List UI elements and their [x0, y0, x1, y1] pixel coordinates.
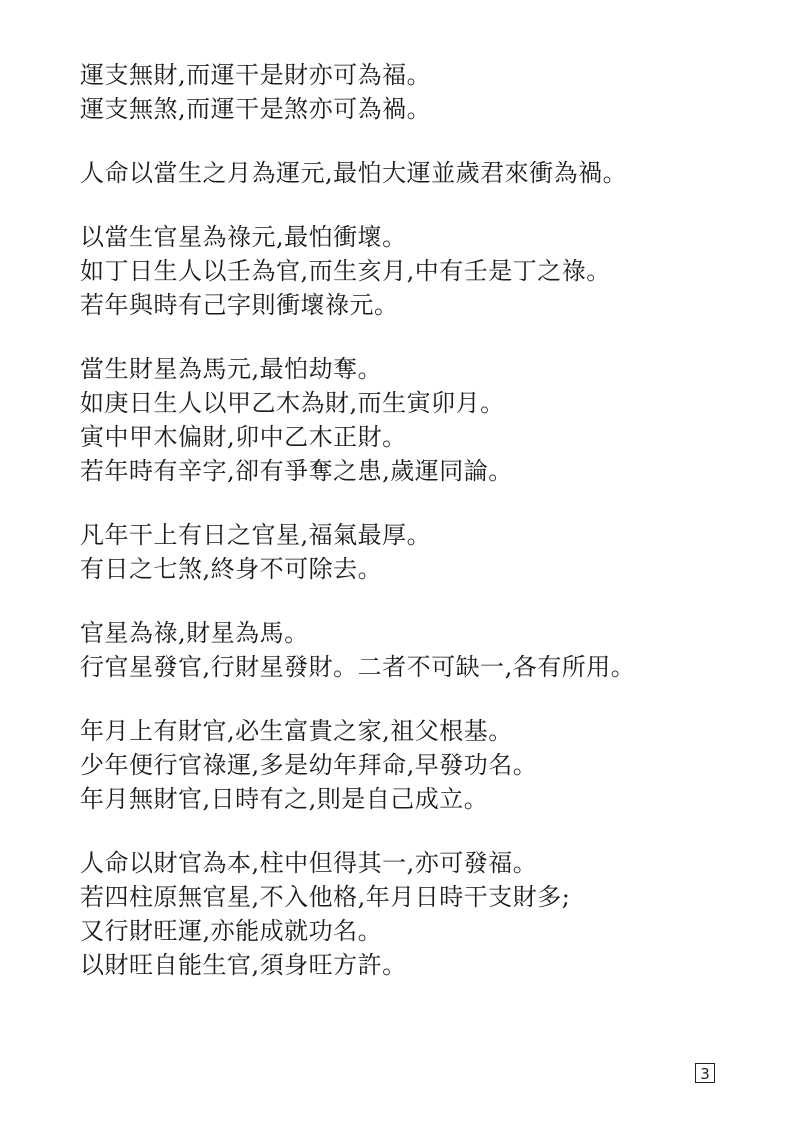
paragraph-6 [80, 616, 760, 684]
text-line: 以財旺自能生官,須身旺方許。 [80, 951, 407, 979]
text-line: 如庚日生人以甲乙木為財,而生寅卯月。 [80, 389, 505, 417]
text-line: 若四柱原無官星,不入他格,年月日時干支財多; [80, 883, 571, 911]
text-body [80, 58, 760, 1012]
paragraph-7 [80, 714, 760, 816]
text-line: 人命以當生之月為運元,最怕大運並歲君來衝為禍。 [80, 159, 628, 187]
text-line: 凡年干上有日之官星,福氣最厚。 [80, 521, 432, 549]
page-number: 3 [695, 1063, 715, 1083]
text-line: 運支無財,而運干是財亦可為福。 [80, 61, 432, 89]
text-line: 運支無煞,而運干是煞亦可為禍。 [80, 95, 432, 123]
text-line: 有日之七煞,終身不可除去。 [80, 555, 383, 583]
paragraph-4 [80, 352, 760, 488]
text-line: 當生財星為馬元,最怕劫奪。 [80, 355, 383, 383]
paragraph-3 [80, 220, 760, 322]
text-line: 又行財旺運,亦能成就功名。 [80, 917, 383, 945]
text-line: 年月上有財官,必生富貴之家,祖父根基。 [80, 717, 513, 745]
text-line: 行官星發官,行財星發財。二者不可缺一,各有所用。 [80, 653, 636, 681]
text-line: 寅中甲木偏財,卯中乙木正財。 [80, 423, 407, 451]
text-line: 年月無財官,日時有之,則是自己成立。 [80, 785, 489, 813]
paragraph-8 [80, 846, 760, 982]
paragraph-5 [80, 518, 760, 586]
text-line: 以當生官星為祿元,最怕衝壞。 [80, 223, 407, 251]
text-line: 若年時有辛字,卻有爭奪之患,歲運同論。 [80, 457, 513, 485]
paragraph-1 [80, 58, 760, 126]
text-line: 如丁日生人以壬為官,而生亥月,中有壬是丁之祿。 [80, 257, 611, 285]
text-line: 少年便行官祿運,多是幼年拜命,早發功名。 [80, 751, 538, 779]
text-line: 若年與時有己字則衝壞祿元。 [80, 291, 399, 319]
paragraph-2 [80, 156, 760, 190]
text-line: 官星為祿,財星為馬。 [80, 619, 309, 647]
text-line: 人命以財官為本,柱中但得其一,亦可發福。 [80, 849, 538, 877]
